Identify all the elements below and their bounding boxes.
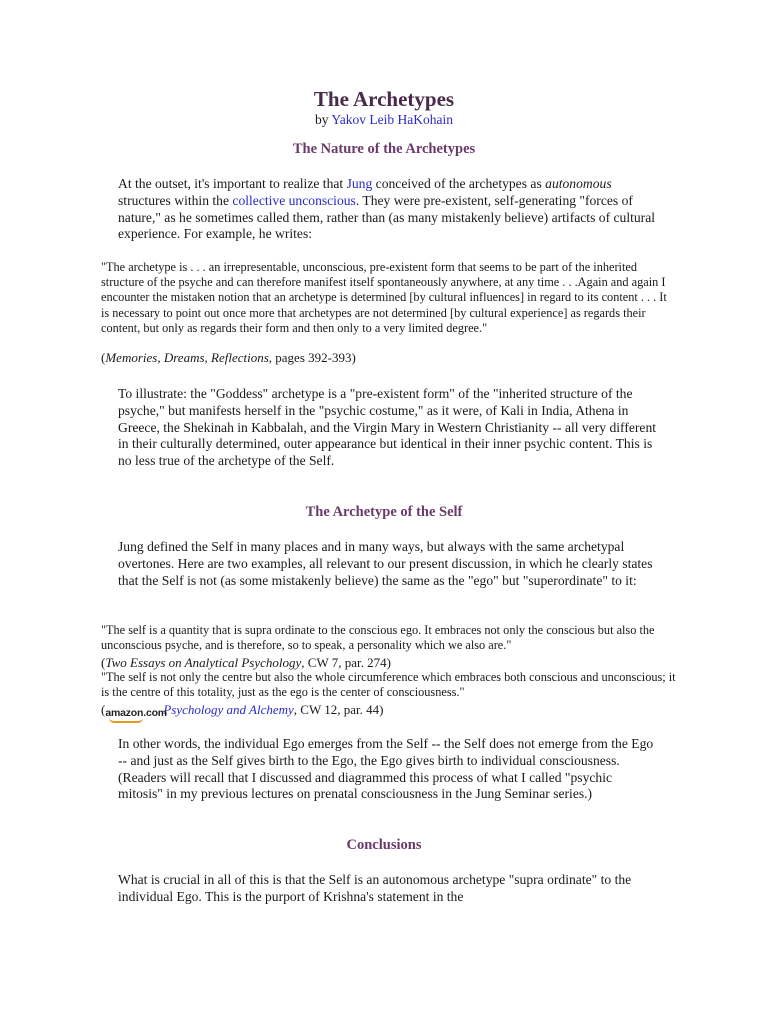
amazon-logo-text: amazon.com xyxy=(105,707,167,719)
citation-psychology-alchemy xyxy=(101,702,676,722)
amazon-smile-icon xyxy=(109,718,143,723)
text-span: , CW 7, par. 274) xyxy=(301,655,391,670)
text-span: , pages 392-393) xyxy=(268,350,356,365)
section-heading-self: The Archetype of the Self xyxy=(305,504,463,520)
section-heading-nature: The Nature of the Archetypes xyxy=(292,141,476,157)
paragraph-conclusions: What is crucial in all of this is that the Self is an autonomous archetype "supra ordinate" to the individual Ego. This is the purport of Krishna's statement in the xyxy=(118,872,632,904)
text-span: , CW 12, par. 44) xyxy=(293,702,384,717)
emphasis-autonomous: autonomous xyxy=(545,176,612,191)
paragraph-nature-intro xyxy=(118,176,658,243)
section-heading-conclusions: Conclusions xyxy=(346,837,422,853)
book-title: Psychology and Alchemy xyxy=(163,702,294,717)
book-title: Two Essays on Analytical Psychology xyxy=(105,655,302,670)
quote-archetype: "The archetype is . . . an irrepresentable, unconscious, pre-existent form that seems to be part of the inherited structure of the psyche and can therefore manifest itself spontaneously anywhere, at any time . . .Again and again I encounter the mistaken notion that an archetype is determined [by cultural influences] in regard to its content . . . It is necessary to point out once more that archetypes are not determined [by cultural experience] as regards their content, but only as regards their form and then only to a very limited degree." xyxy=(101,260,667,335)
text-span: . They were pre-existent, self-generating "forces of nature," as he sometimes called them, rather than (as many mistakenly believe) artifacts of cultural experience. For example, he writes: xyxy=(118,192,656,242)
text-span: structures within the xyxy=(118,192,233,208)
text-span: ( xyxy=(101,702,106,717)
text-span: ( xyxy=(101,655,106,670)
psychology-alchemy-link[interactable] xyxy=(163,702,293,717)
amazon-logo-icon[interactable] xyxy=(105,707,167,722)
page-title: The Archetypes xyxy=(313,87,455,111)
text-span: conceived of the archetypes as xyxy=(372,176,546,191)
quote-self-2: "The self is not only the centre but also the whole circumference which embraces both conscious and unconscious; it is the centre of this totality, just as the ego is the center of consciousness." xyxy=(101,670,676,700)
citation-memories xyxy=(101,350,676,365)
text-span: ( xyxy=(101,350,106,365)
byline xyxy=(0,112,768,128)
jung-link[interactable]: Jung xyxy=(346,176,373,191)
book-title: Memories, Dreams, Reflections xyxy=(105,350,269,365)
collective-unconscious-link[interactable]: collective unconscious xyxy=(232,192,356,208)
citation-two-essays xyxy=(101,655,676,670)
text-span: At the outset, it's important to realize that xyxy=(118,176,347,191)
quote-self-1: "The self is a quantity that is supra ordinate to the conscious ego. It embraces not only the conscious but also the unconscious psyche, and is therefore, so to speak, a personality which we also are." xyxy=(101,623,655,653)
byline-prefix: by xyxy=(315,112,332,127)
paragraph-self-intro: Jung defined the Self in many places and in many ways, but always with the same archetypal overtones. Here are two examples, all relevant to our present discussion, in which he clearly states that the Self is not (as some mistakenly believe) the same as the "ego" but "superordinate" to it: xyxy=(118,539,653,588)
paragraph-ego-emerges: In other words, the individual Ego emerges from the Self -- the Self does not emerge from the Ego -- and just as the Self gives birth to the Ego, the Ego gives birth to individual consciousness. (Readers will recall that I discussed and diagrammed this process of what I called "psychic mitosis" in my previous lectures on prenatal consciousness in the Jung Seminar series.) xyxy=(118,736,654,802)
author-link[interactable]: Yakov Leib HaKohain xyxy=(331,112,453,127)
paragraph-goddess: To illustrate: the "Goddess" archetype is a "pre-existent form" of the "inherited structure of the psyche," but manifests herself in the "psychic costume," as it were, of Kali in India, Athena in Greece, the Shekinah in Kabbalah, and the Virgin Mary in Western Christianity -- all very different in their culturally determined, outer appearance but identical in their inner psychic content. This is no less true of the archetype of the Self. xyxy=(118,386,657,469)
